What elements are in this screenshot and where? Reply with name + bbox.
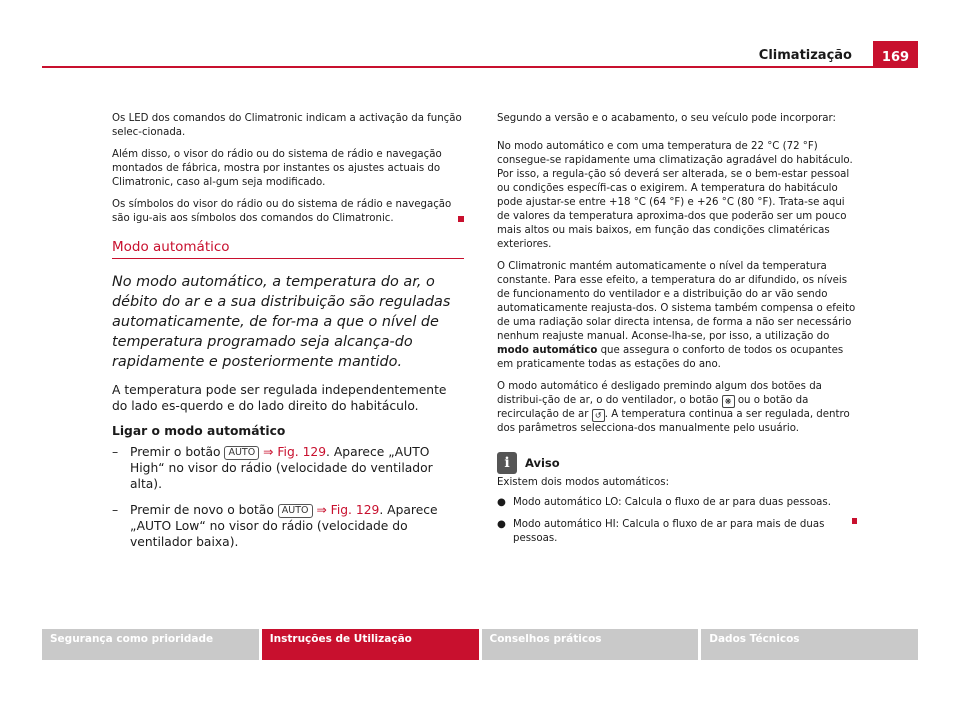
list-item: ● Modo automático HI: Calcula o fluxo de ar para mais de duas pessoas. — [497, 518, 857, 546]
figure-link[interactable]: ⇒ Fig. 129 — [263, 445, 327, 459]
dash-marker: – — [112, 445, 119, 459]
header-rule — [42, 66, 918, 68]
section-heading: Modo automático — [112, 240, 464, 259]
paragraph: O modo automático é desligado premindo algum dos botões da distribui-ção de ar, o do ventilador, o botão ❋ ou o botão da recirculação de ar ↺ . A temperatura continua a ser regulada, dentro dos parâmetros selecciona-dos manualmente pelo usuário. — [497, 381, 850, 434]
auto-key-icon: AUTO — [224, 446, 259, 460]
list-item: ● Modo automático LO: Calcula o fluxo de ar para duas pessoas. — [497, 497, 831, 508]
left-column — [112, 112, 464, 560]
note-text: Existem dois modos automáticos: — [497, 477, 669, 488]
page-number: 169 — [873, 41, 918, 68]
recirculation-icon: ↺ — [592, 409, 605, 422]
paragraph: Os LED dos comandos do Climatronic indicam a activação da função selec-cionada. — [112, 113, 462, 138]
section-end-marker — [852, 518, 857, 524]
tab-conselhos[interactable]: Conselhos práticos — [482, 629, 699, 660]
auto-key-icon: AUTO — [278, 504, 313, 518]
subheading: Ligar o modo automático — [112, 424, 286, 438]
tab-instrucoes[interactable]: Instruções de Utilização — [262, 629, 479, 660]
lead-paragraph: No modo automático, a temperatura do ar, o débito do ar e a sua distribuição são reguladas automaticamente, de for-ma a que o nível de temperatura programado seja alcança-do rapidamente e posteriormente mantido. — [112, 274, 451, 370]
paragraph: O Climatronic mantém automaticamente o nível da temperatura constante. Para esse efeito, a temperatura do ar difundido, os níveis de funcionamento do ventilador e a distribuição do ar vão sendo automaticamente reajusta-dos. O sistema também compensa o efeito de uma radiação solar directa intensa, de forma a não ser necessário nenhum reajuste manual. Aconse-lha-se, por isso, a utilização do modo automático que assegura o conforto de todos os ocupantes em praticamente todas as estações do ano. — [497, 261, 856, 370]
paragraph: A temperatura pode ser regulada independentemente do lado es-querdo e do lado direito do habitáculo. — [112, 383, 447, 413]
footer-nav — [42, 629, 918, 660]
paragraph: Os símbolos do visor do rádio ou do sistema de rádio e navegação são igu-ais aos símbolos dos comandos do Climatronic. — [112, 198, 464, 226]
info-icon: i — [497, 452, 517, 474]
paragraph: No modo automático e com uma temperatura de 22 °C (72 °F) consegue-se rapidamente uma climatização agradável do habitáculo. Por isso, a regula-ção só deverá ser alterada, se o bem-estar pessoal ou condições específi-cas o exigirem. A temperatura do habitáculo pode ajustar-se entre +18 °C (64 °F) e +26 °C (80 °F). Trata-se aqui de valores da temperatura aproxima-dos que poderão ser um pouco mais altos ou mais baixos, em função das condições climatéricas exteriores. — [497, 141, 853, 250]
step-item: – Premir o botão AUTO ⇒ Fig. 129. Aparece „AUTO High“ no visor do rádio (velocidade do ventilador alta). — [112, 445, 433, 491]
bullet-list — [497, 496, 857, 546]
paragraph: Além disso, o visor do rádio ou do sistema de rádio e navegação montados de fábrica, mostra por instantes os ajustes actuais do Climatronic, caso al-gum seja modificado. — [112, 149, 442, 188]
step-item: – Premir de novo o botão AUTO ⇒ Fig. 129. Aparece „AUTO Low“ no visor do rádio (velocidade do ventilador baixa). — [112, 503, 438, 549]
paragraph: Segundo a versão e o acabamento, o seu veículo pode incorporar: — [497, 113, 836, 124]
note-header — [497, 452, 857, 474]
right-column — [497, 112, 857, 554]
note-title: Aviso — [525, 456, 560, 470]
figure-link[interactable]: ⇒ Fig. 129 — [316, 503, 380, 517]
fan-button-icon: ❋ — [722, 395, 735, 408]
section-end-marker — [458, 216, 464, 222]
dash-marker: – — [112, 503, 119, 517]
tab-seguranca[interactable]: Segurança como prioridade — [42, 629, 259, 660]
tab-dados-tecnicos[interactable]: Dados Técnicos — [701, 629, 918, 660]
section-title: Climatização — [758, 48, 852, 63]
